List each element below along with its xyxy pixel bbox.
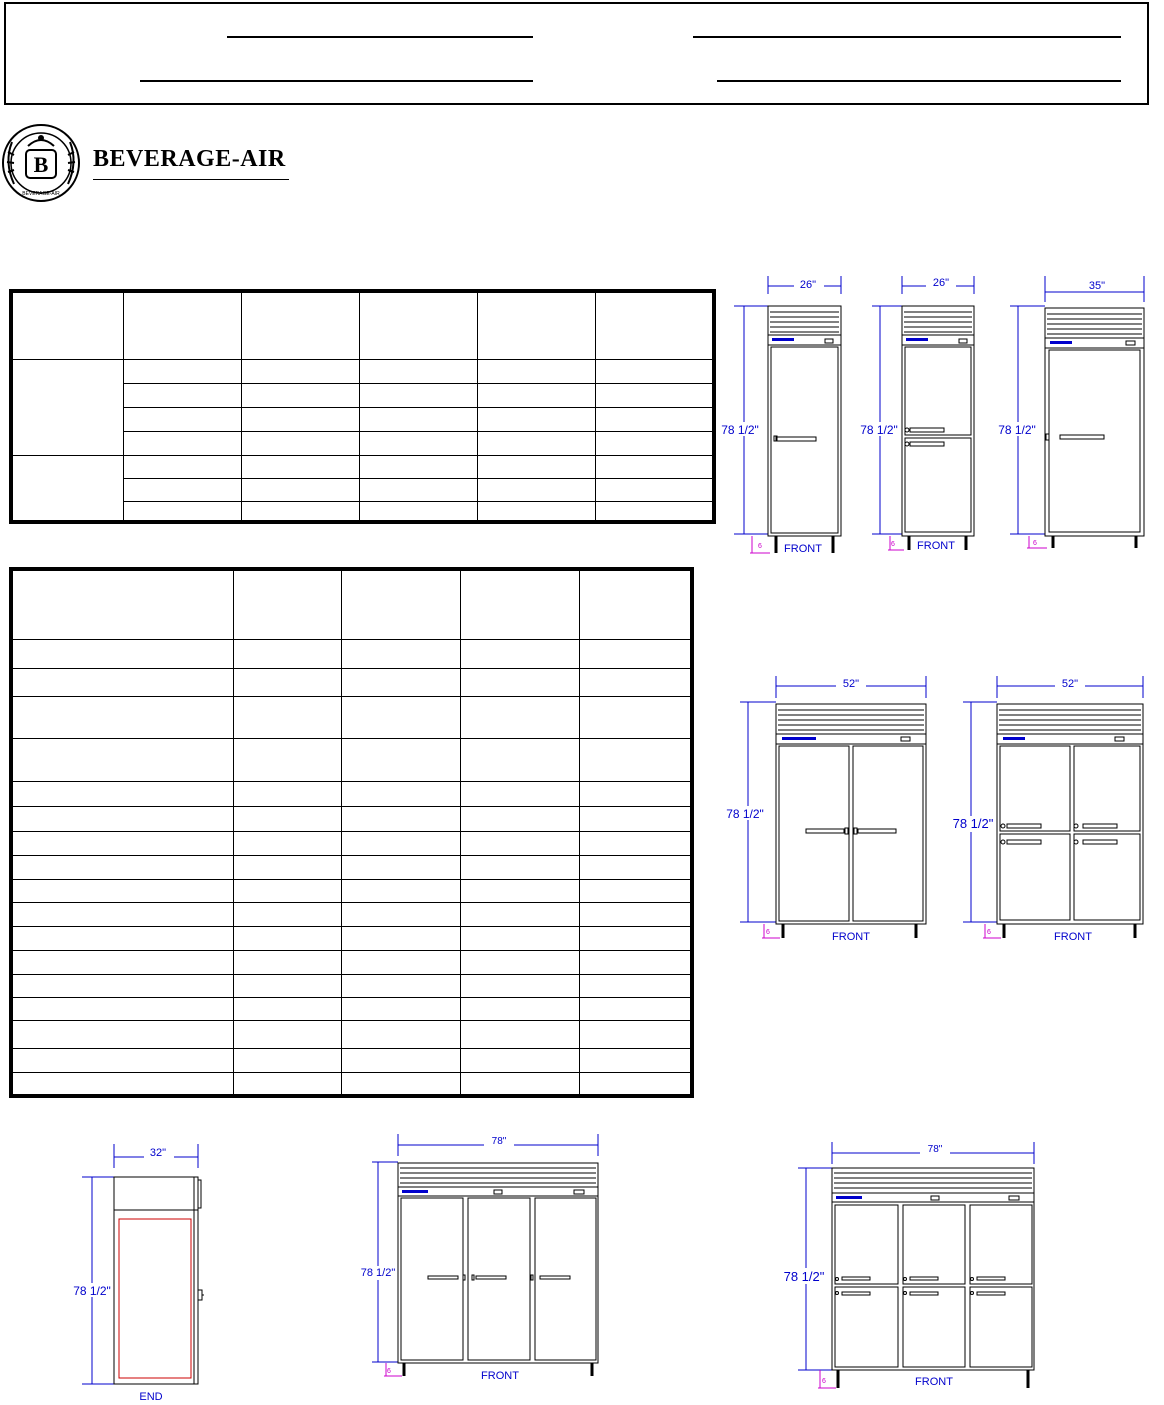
header-cell <box>477 291 595 359</box>
front-label: FRONT <box>917 540 955 552</box>
front-label: FRONT <box>1054 931 1092 943</box>
drawing-2-half-doors-front <box>852 272 982 562</box>
svg-text:26": 26" <box>799 279 817 291</box>
svg-text:6: 6 <box>387 1368 391 1375</box>
header-cell <box>359 291 477 359</box>
svg-text:B: B <box>33 152 49 177</box>
project-info-box <box>4 2 1149 105</box>
group-cell <box>11 359 123 455</box>
group-cell <box>11 455 123 522</box>
svg-text:6: 6 <box>758 543 762 550</box>
svg-text:6: 6 <box>987 929 991 936</box>
svg-text:78 1/2": 78 1/2" <box>360 1267 396 1279</box>
drawing-8-six-half-doors-front <box>776 1138 1042 1396</box>
drawing-4-two-doors-front <box>720 668 938 948</box>
svg-text:78 1/2": 78 1/2" <box>952 816 994 831</box>
svg-text:26": 26" <box>932 277 950 289</box>
front-label: FRONT <box>832 931 870 943</box>
model-spec-table <box>9 289 716 524</box>
svg-text:35": 35" <box>1088 280 1106 292</box>
svg-text:78 1/2": 78 1/2" <box>73 1284 111 1298</box>
drawing-3-wide-door-front <box>992 272 1160 562</box>
item-field-line[interactable] <box>693 36 1121 38</box>
svg-text:78 1/2": 78 1/2" <box>721 423 759 437</box>
svg-text:6: 6 <box>766 929 770 936</box>
project-field-line[interactable] <box>227 36 533 38</box>
features-spec-table <box>9 567 694 1098</box>
front-label: FRONT <box>481 1370 519 1382</box>
beverage-air-seal-logo <box>0 122 90 204</box>
svg-text:6: 6 <box>1033 540 1037 547</box>
svg-text:78 1/2": 78 1/2" <box>860 423 898 437</box>
svg-text:6: 6 <box>891 541 895 548</box>
end-label: END <box>139 1391 163 1403</box>
svg-text:52": 52" <box>1061 678 1079 690</box>
drawing-5-four-half-doors-front <box>945 668 1161 948</box>
svg-text:78 1/2": 78 1/2" <box>726 807 764 821</box>
quantity-field-line[interactable] <box>140 80 533 82</box>
front-label: FRONT <box>915 1376 953 1388</box>
drawing-1-door-front <box>712 272 852 562</box>
svg-text:6: 6 <box>822 1378 826 1385</box>
header-cell <box>123 291 241 359</box>
approval-field-line[interactable] <box>717 80 1121 82</box>
drawing-6-end-view <box>70 1138 220 1405</box>
svg-text:78": 78" <box>927 1144 943 1155</box>
header-cell <box>11 291 123 359</box>
svg-text:52": 52" <box>842 678 860 690</box>
front-label: FRONT <box>784 543 822 555</box>
svg-text:78 1/2": 78 1/2" <box>783 1269 825 1284</box>
drawing-7-three-doors-front <box>356 1130 618 1385</box>
svg-text:78": 78" <box>491 1136 507 1147</box>
header-cell <box>595 291 714 359</box>
svg-text:32": 32" <box>149 1147 167 1159</box>
svg-text:78 1/2": 78 1/2" <box>998 423 1036 437</box>
brand-underline <box>93 179 289 180</box>
header-cell <box>241 291 359 359</box>
brand-wordmark: BEVERAGE-AIR <box>93 146 286 172</box>
svg-text:BEVERAGE-AIR: BEVERAGE-AIR <box>22 191 60 197</box>
